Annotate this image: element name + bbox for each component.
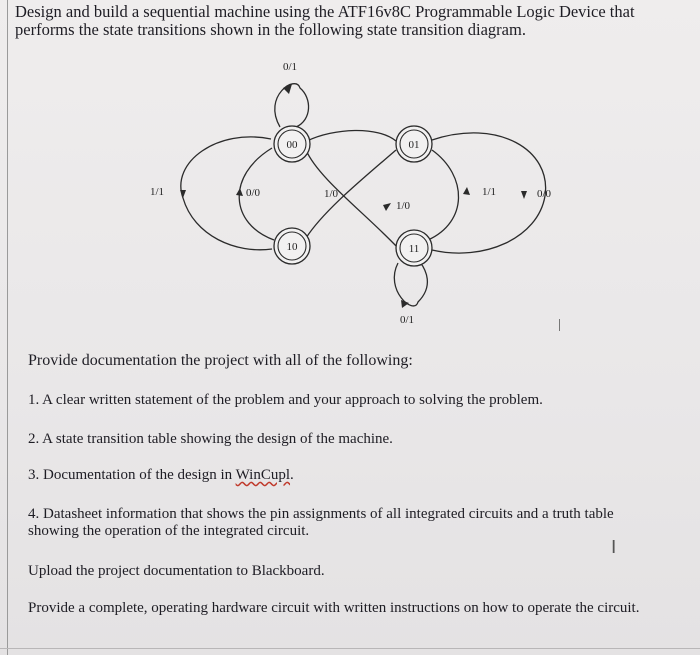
label-self-11: 0/1 bbox=[400, 314, 415, 326]
wincupl-term: WinCupl bbox=[235, 467, 291, 483]
arrow-inner-left bbox=[236, 188, 243, 196]
bottom-border bbox=[0, 648, 700, 649]
list-item-3-prefix: 3. Documentation of the design in bbox=[28, 467, 236, 483]
hardware-instruction: Provide a complete, operating hardware circuit with written instructions on how to operate the circuit. bbox=[28, 600, 640, 616]
list-item-1: 1. A clear written statement of the problem and your approach to solving the problem. bbox=[28, 392, 543, 408]
arrow-left-outer bbox=[180, 190, 186, 198]
intro-paragraph: Design and build a sequential machine using the ATF16v8C Programmable Logic Device that performs the state transitions shown in the following state transition diagram. bbox=[15, 2, 635, 39]
upload-instruction: Upload the project documentation to Blackboard. bbox=[28, 563, 325, 579]
label-right-outer-2: 0/0 bbox=[537, 188, 552, 200]
label-10-to-00: 0/0 bbox=[246, 187, 261, 199]
label-left-outer: 1/1 bbox=[150, 186, 165, 198]
arrow-inner-right bbox=[463, 187, 470, 195]
diag-01-10 bbox=[306, 150, 396, 238]
documentation-heading: Provide documentation the project with all of the following: bbox=[28, 352, 413, 369]
arc-00-01 bbox=[307, 130, 396, 141]
text-cursor-icon: I bbox=[611, 537, 617, 558]
inner-right-arc bbox=[428, 150, 459, 240]
state-label-10: 10 bbox=[286, 241, 298, 253]
arrow-diag-01-10 bbox=[383, 203, 391, 211]
list-item-3-suffix: . bbox=[290, 467, 294, 483]
arrow-right-outer bbox=[521, 191, 527, 199]
stray-mark bbox=[559, 319, 560, 331]
self-loop-11 bbox=[394, 262, 427, 306]
state-label-00: 00 bbox=[286, 139, 298, 151]
state-01 bbox=[396, 126, 432, 162]
state-00 bbox=[274, 126, 310, 162]
self-loop-00 bbox=[275, 84, 309, 127]
state-label-01: 01 bbox=[408, 139, 420, 151]
list-item-2: 2. A state transition table showing the design of the machine. bbox=[28, 431, 393, 447]
label-diag-01-10: 1/0 bbox=[396, 200, 411, 212]
list-item-4: 4. Datasheet information that shows the pin assignments of all integrated circuits and a truth table showing the operation of the integrated circuit. bbox=[28, 506, 614, 539]
diag-00-11 bbox=[306, 150, 398, 248]
label-right-outer-1: 1/1 bbox=[482, 186, 497, 198]
list-item-3 bbox=[28, 467, 668, 484]
label-diag-00-11: 1/0 bbox=[324, 188, 339, 200]
label-self-00: 0/1 bbox=[283, 61, 298, 73]
state-11 bbox=[396, 230, 432, 266]
state-10 bbox=[274, 228, 310, 264]
state-label-11: 11 bbox=[408, 243, 420, 255]
